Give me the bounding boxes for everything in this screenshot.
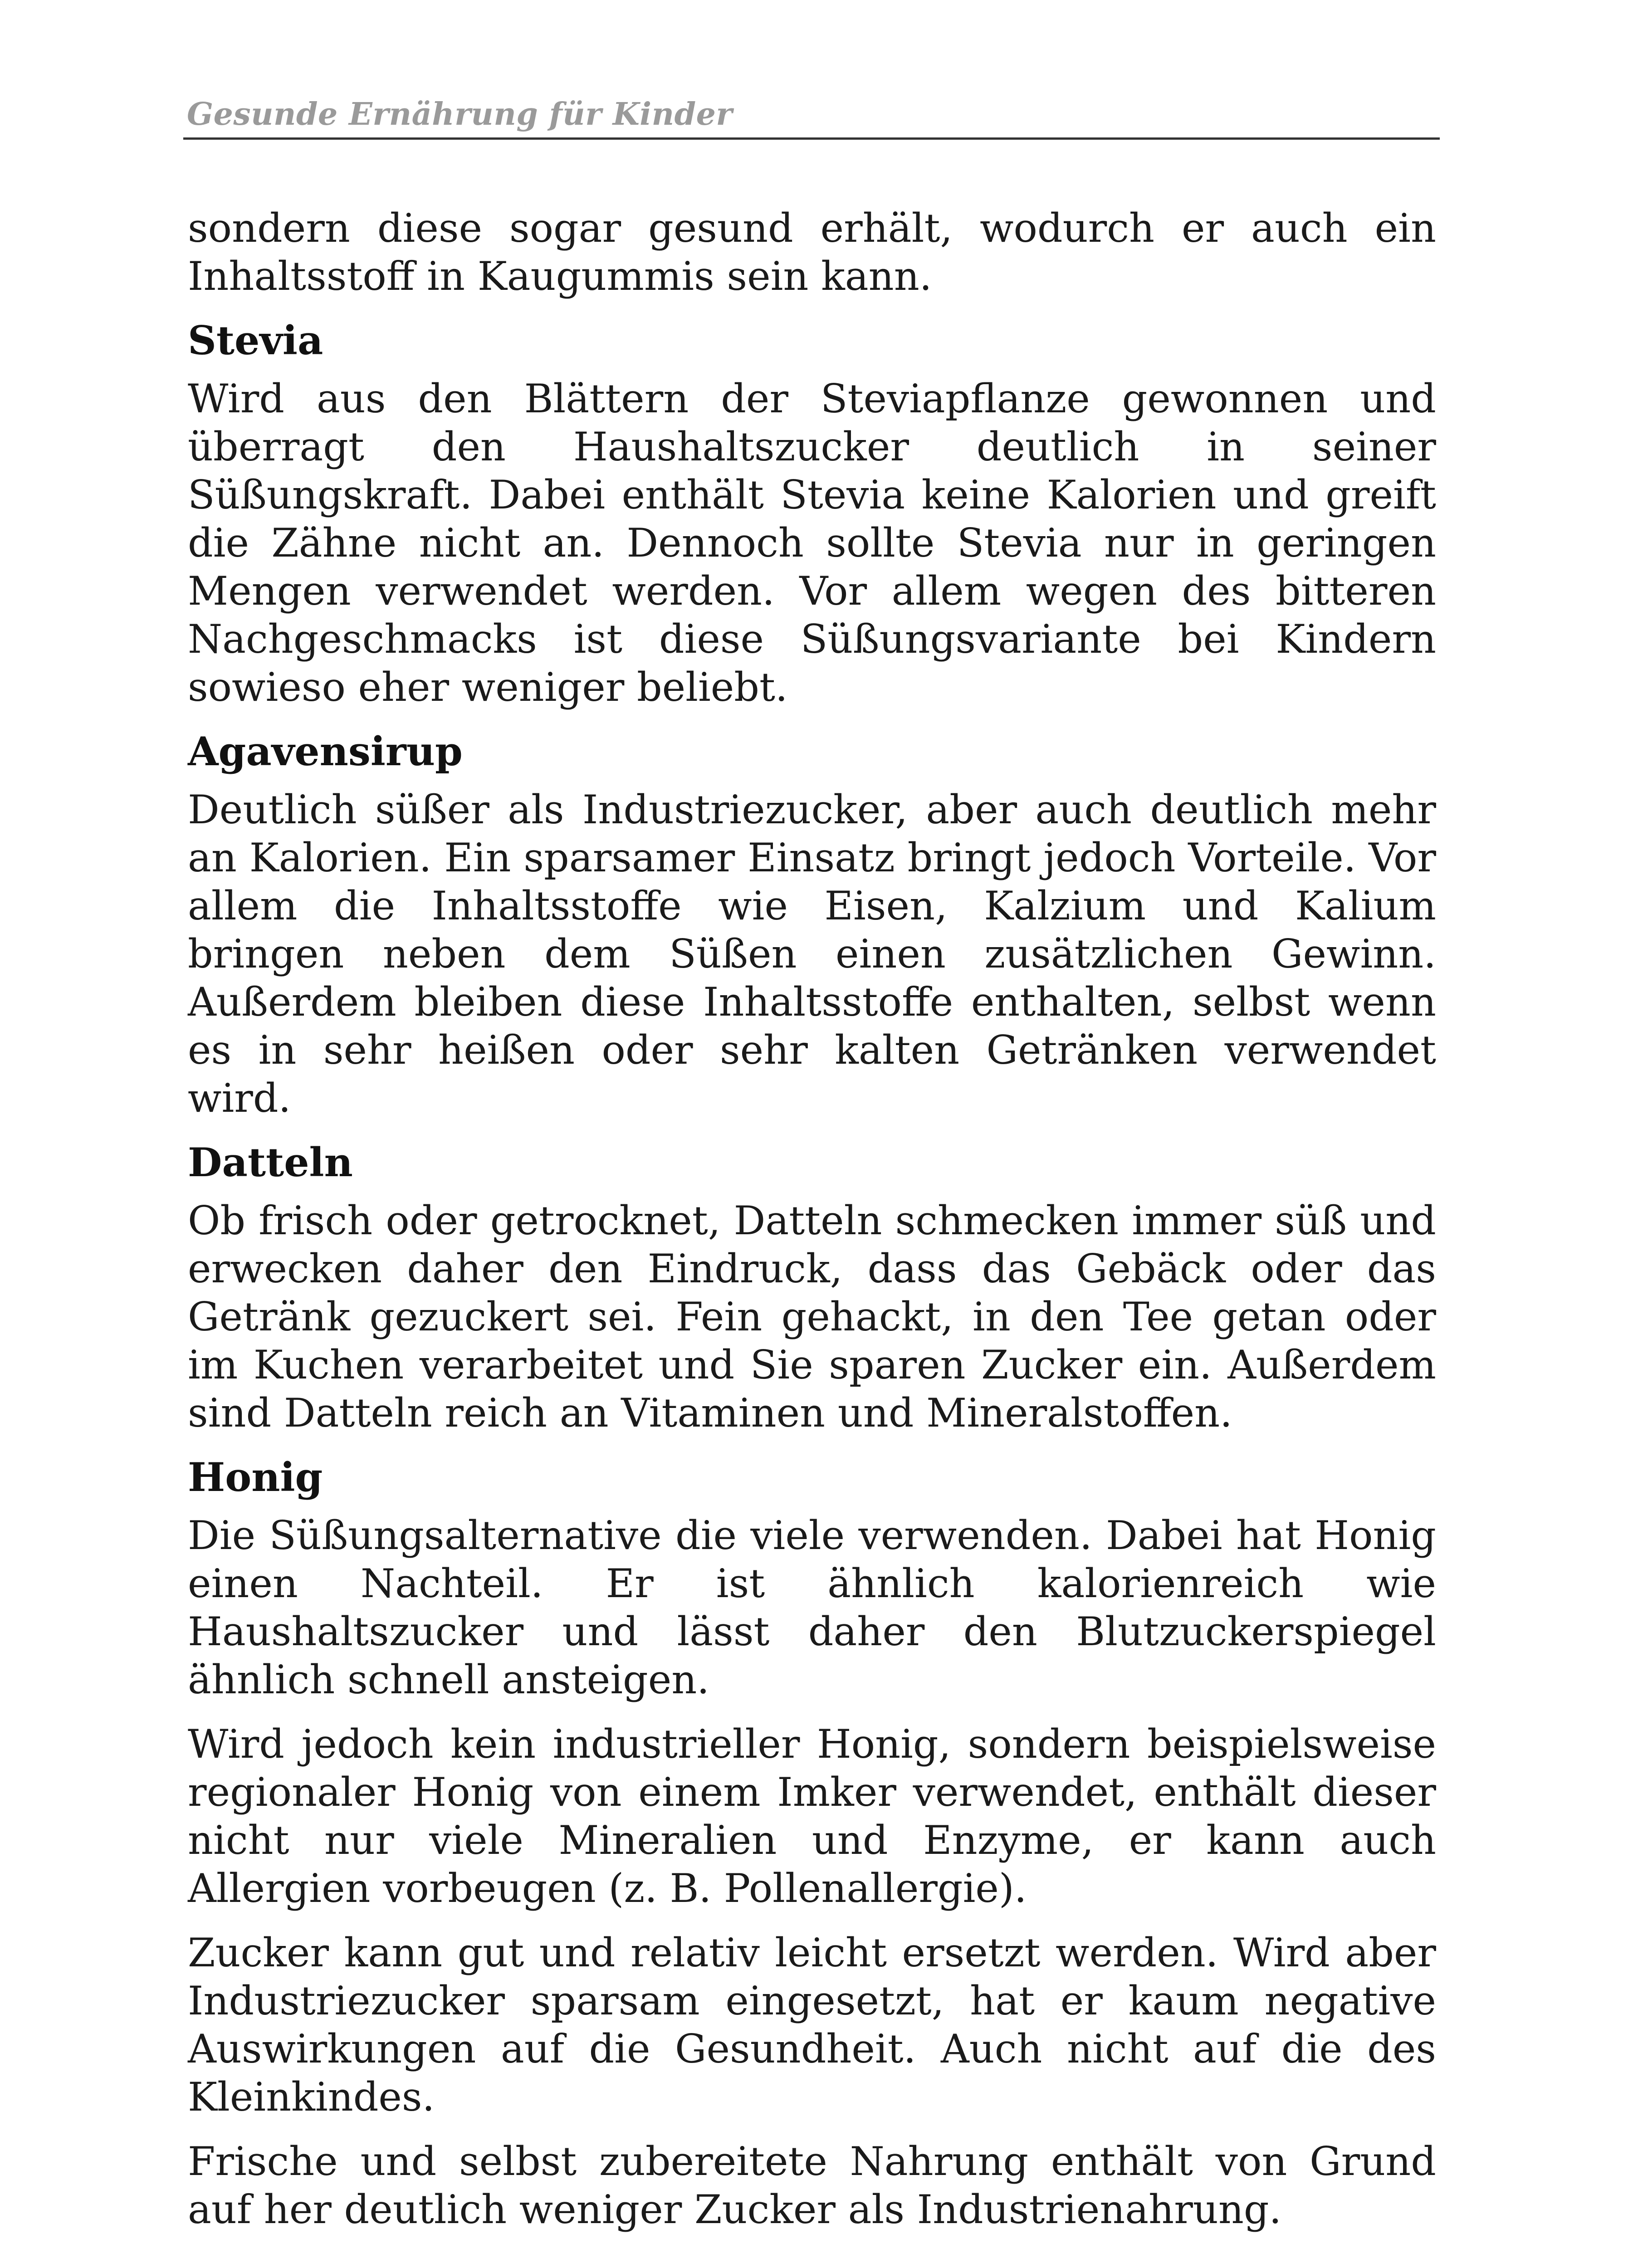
paragraph-stevia: Wird aus den Blättern der Steviapflanze gewonnen und überragt den Haushaltszucker deutlich in seiner Süßungskraft. Dabei enthält Stevia keine Kalorien und greift die Zähne nicht an. Dennoch sollte Stevia nur in geringen Mengen verwendet werden. Vor allem wegen des bitteren Nachgeschmacks ist diese Süßungsvariante bei Kindern sowieso eher weniger beliebt. [188,376,1436,710]
heading-agavensirup: Agavensirup [188,728,463,775]
paragraph-frische-nahrung: Frische und selbst zubereitete Nahrung enthält von Grund auf her deutlich weniger Zucker als Industrienahrung. [188,2138,1436,2233]
heading-stevia: Stevia [188,317,323,364]
paragraph-honig-1: Die Süßungsalternative die viele verwenden. Dabei hat Honig einen Nachteil. Er ist ähnlich kalorienreich wie Haushaltszucker und lässt daher den Blutzuckerspiegel ähnlich schnell ansteigen. [188,1512,1436,1703]
paragraph-honig-2: Wird jedoch kein industrieller Honig, sondern beispielsweise regionaler Honig von einem Imker verwendet, enthält dieser nicht nur viele Mineralien und Enzyme, er kann auch Allergien vorbeugen (z. B. Pollenallergie). [188,1721,1436,1911]
paragraph-datteln: Ob frisch oder getrocknet, Datteln schmecken immer süß und erwecken daher den Eindruck, dass das Gebäck oder das Getränk gezuckert sei. Fein gehackt, in den Tee getan oder im Kuchen verarbeitet und Sie sparen Zucker ein. Außerdem sind Datteln reich an Vitaminen und Mineralstoffen. [188,1198,1436,1436]
page-body [188,204,1436,2250]
heading-honig: Honig [188,1454,323,1501]
running-header [183,87,1440,140]
heading-datteln: Datteln [188,1139,353,1186]
running-head-title: Gesunde Ernährung für Kinder [187,96,733,132]
paragraph-zucker: Zucker kann gut und relativ leicht ersetzt werden. Wird aber Industriezucker sparsam eingesetzt, hat er kaum negative Auswirkungen auf die Gesundheit. Auch nicht auf die des Kleinkindes. [188,1930,1436,2120]
paragraph-agavensirup: Deutlich süßer als Industriezucker, aber auch deutlich mehr an Kalorien. Ein sparsamer Einsatz bringt jedoch Vorteile. Vor allem die Inhaltsstoffe wie Eisen, Kalzium und Kalium bringen neben dem Süßen einen zusätzlichen Gewinn. Außerdem bleiben diese Inhaltsstoffe enthalten, selbst wenn es in sehr heißen oder sehr kalten Getränken verwendet wird. [188,787,1436,1121]
paragraph-intro: sondern diese sogar gesund erhält, wodurch er auch ein Inhaltsstoff in Kaugummis sein kann. [188,205,1436,299]
